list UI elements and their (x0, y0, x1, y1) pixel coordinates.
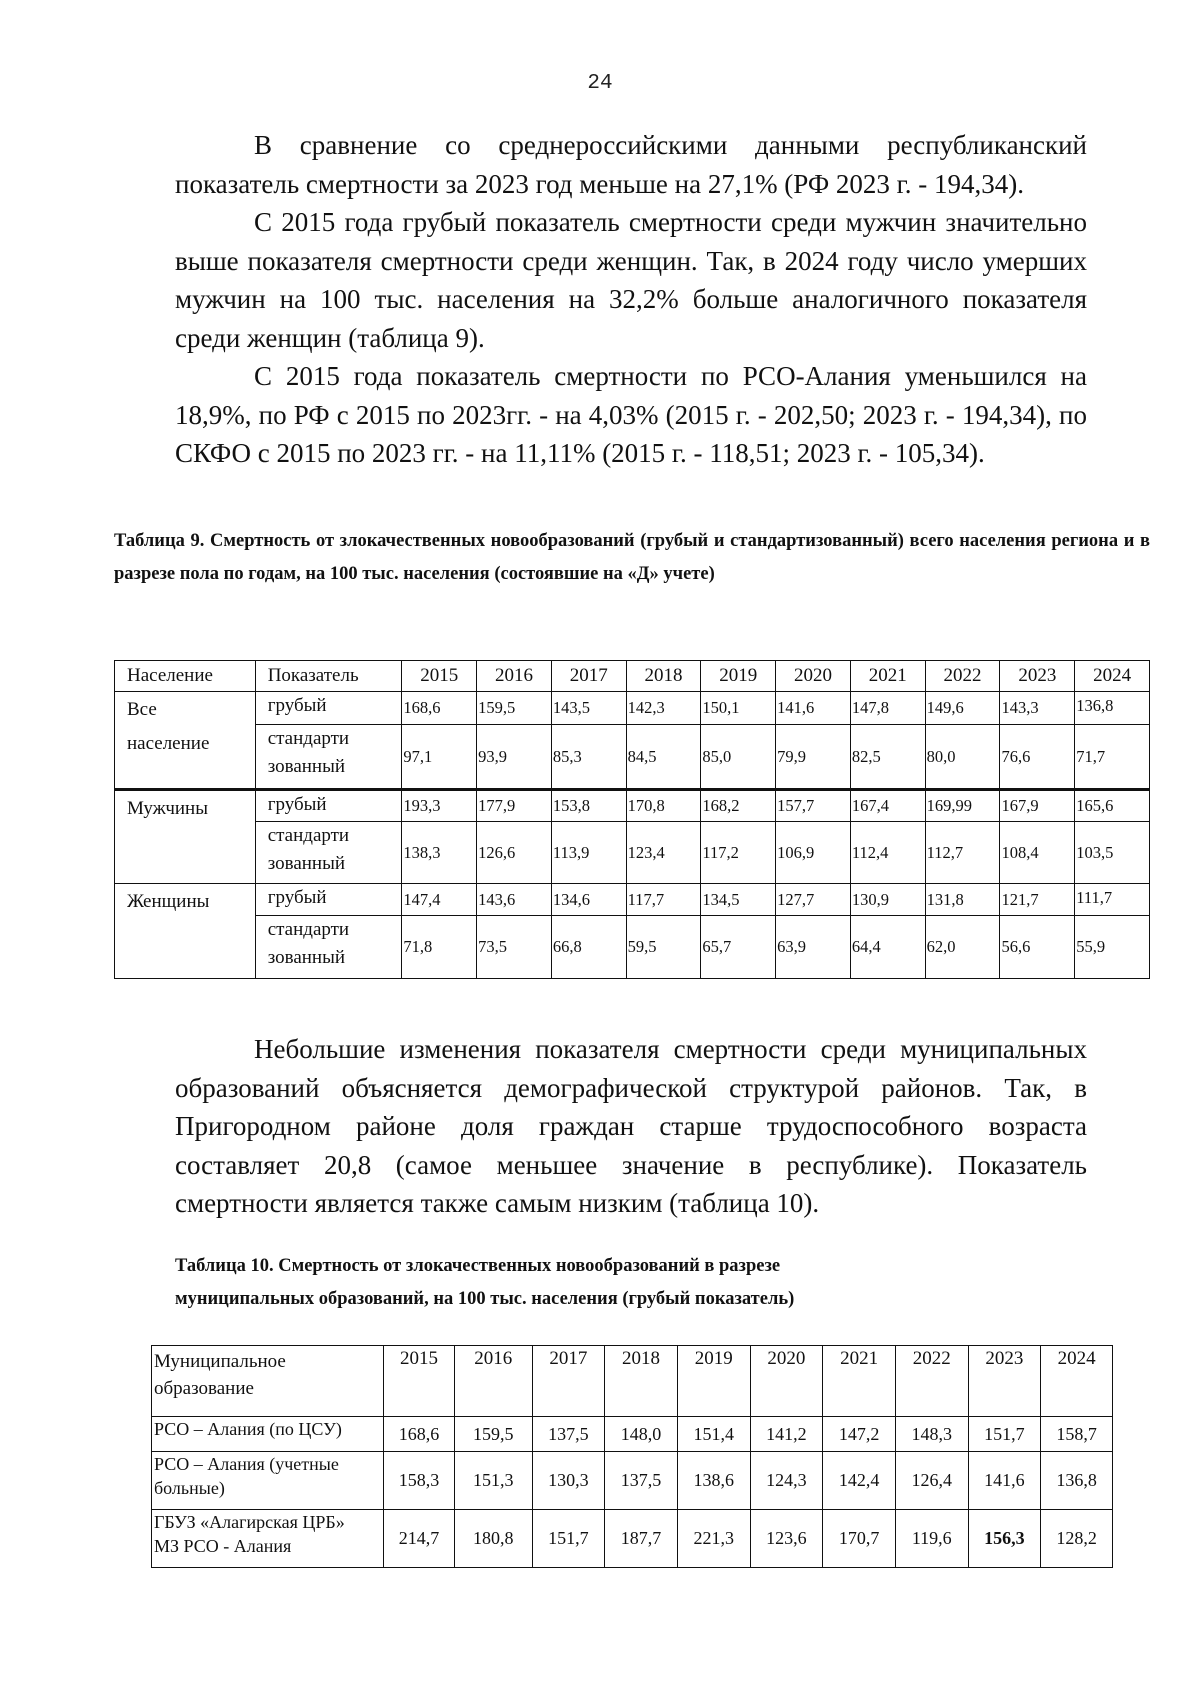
table9-value-cell: 177,9 (477, 790, 552, 822)
table10-value-cell: 151,7 (968, 1417, 1041, 1452)
table9-value-cell: 143,6 (477, 884, 552, 916)
table-row (115, 916, 1150, 979)
table10-value-cell: 128,2 (1041, 1510, 1113, 1568)
table9-value-cell: 76,6 (1000, 725, 1075, 790)
table10-header-year: 2021 (823, 1346, 896, 1417)
table10-value-cell: 180,8 (454, 1510, 532, 1568)
table9-value-cell: 112,7 (925, 822, 1000, 884)
table10-header-year: 2020 (750, 1346, 823, 1417)
table9-indicator-cell: стандарти зованный (255, 916, 402, 979)
table9-header-year: 2022 (925, 661, 1000, 692)
table9-value-cell: 108,4 (1000, 822, 1075, 884)
table10-value-cell: 159,5 (454, 1417, 532, 1452)
table9-value-cell: 112,4 (850, 822, 925, 884)
table-9 (114, 660, 1150, 979)
table10-value-cell: 126,4 (895, 1452, 968, 1510)
top-text (175, 126, 1087, 473)
table9-value-cell: 73,5 (477, 916, 552, 979)
table9-value-cell: 62,0 (925, 916, 1000, 979)
table9-indicator-cell: грубый (255, 692, 402, 725)
table9-header-year: 2021 (850, 661, 925, 692)
table10-value-cell: 214,7 (384, 1510, 455, 1568)
table9-value-cell: 85,0 (701, 725, 776, 790)
table10-value-cell: 136,8 (1041, 1452, 1113, 1510)
table9-value-cell: 106,9 (776, 822, 851, 884)
table9-value-cell: 117,7 (626, 884, 701, 916)
table9-value-cell: 153,8 (551, 790, 626, 822)
table10-value-cell: 124,3 (750, 1452, 823, 1510)
table-row (115, 884, 1150, 916)
table10-value-cell: 148,0 (605, 1417, 678, 1452)
table-10 (151, 1345, 1113, 1568)
paragraph-2: С 2015 года грубый показатель смертности среди мужчин значительно выше показателя смертности среди женщин. Так, в 2024 году число умерших мужчин на 100 тыс. населения на 32,2% больше аналогичного показателя среди женщин (таблица 9). (175, 207, 1087, 353)
table9-indicator-cell: грубый (255, 884, 402, 916)
table9-value-cell: 134,6 (551, 884, 626, 916)
table10-value-cell: 151,3 (454, 1452, 532, 1510)
table9-value-cell: 103,5 (1075, 822, 1150, 884)
table9-value-cell: 168,2 (701, 790, 776, 822)
table9-value-cell: 149,6 (925, 692, 1000, 725)
table9-value-cell: 159,5 (477, 692, 552, 725)
table10-value-cell: 156,3 (968, 1510, 1041, 1568)
table10-value-cell: 137,5 (605, 1452, 678, 1510)
table9-value-cell: 150,1 (701, 692, 776, 725)
table9-value-cell: 142,3 (626, 692, 701, 725)
table9-population-cell: Мужчины (115, 790, 256, 884)
table9-header-year: 2023 (1000, 661, 1075, 692)
table10-header-mo: Муниципальное образование (152, 1346, 384, 1417)
paragraph-1: В сравнение со среднероссийскими данными республиканский показатель смертности за 2023 год меньше на 27,1% (РФ 2023 г. - 194,34). (175, 130, 1087, 199)
table10-value-cell: 141,6 (968, 1452, 1041, 1510)
table9-value-cell: 130,9 (850, 884, 925, 916)
table10-value-cell: 119,6 (895, 1510, 968, 1568)
table9-value-cell: 66,8 (551, 916, 626, 979)
table10-header-year: 2017 (532, 1346, 605, 1417)
table10-header-year: 2022 (895, 1346, 968, 1417)
table9-indicator-cell: стандарти зованный (255, 725, 402, 790)
table9-value-cell: 63,9 (776, 916, 851, 979)
table10-value-cell: 151,4 (677, 1417, 750, 1452)
table9-value-cell: 167,4 (850, 790, 925, 822)
table10-header-year: 2018 (605, 1346, 678, 1417)
table9-value-cell: 121,7 (1000, 884, 1075, 916)
table9-value-cell: 165,6 (1075, 790, 1150, 822)
table9-header-year: 2019 (701, 661, 776, 692)
table9-value-cell: 65,7 (701, 916, 776, 979)
table10-caption: Таблица 10. Смертность от злокачественных новообразований в разрезе муниципальных образований, на 100 тыс. населения (грубый показатель) (175, 1256, 795, 1309)
table9-value-cell: 126,6 (477, 822, 552, 884)
table9-value-cell: 84,5 (626, 725, 701, 790)
table9-value-cell: 55,9 (1075, 916, 1150, 979)
table9-value-cell: 170,8 (626, 790, 701, 822)
table9-value-cell: 143,3 (1000, 692, 1075, 725)
table-row (152, 1452, 1113, 1510)
table9-value-cell: 71,8 (402, 916, 477, 979)
table9-value-cell: 141,6 (776, 692, 851, 725)
table9-value-cell: 71,7 (1075, 725, 1150, 790)
table9-value-cell: 131,8 (925, 884, 1000, 916)
table-row (115, 725, 1150, 790)
table9-value-cell: 138,3 (402, 822, 477, 884)
table9-value-cell: 82,5 (850, 725, 925, 790)
table10-value-cell: 137,5 (532, 1417, 605, 1452)
table9-header-year: 2017 (551, 661, 626, 692)
table-row (115, 822, 1150, 884)
table9-value-cell: 157,7 (776, 790, 851, 822)
table10-value-cell: 151,7 (532, 1510, 605, 1568)
table9-value-cell: 136,8 (1075, 692, 1150, 725)
table9-value-cell: 147,8 (850, 692, 925, 725)
table9-value-cell: 97,1 (402, 725, 477, 790)
table10-mo-cell: РСО – Алания (по ЦСУ) (152, 1417, 384, 1452)
table10-header-year: 2024 (1041, 1346, 1113, 1417)
table9-value-cell: 85,3 (551, 725, 626, 790)
table10-value-cell: 158,3 (384, 1452, 455, 1510)
table10-header-year: 2019 (677, 1346, 750, 1417)
middle-text (175, 1030, 1087, 1223)
table10-value-cell: 221,3 (677, 1510, 750, 1568)
table10-header-year: 2016 (454, 1346, 532, 1417)
table10-value-cell: 141,2 (750, 1417, 823, 1452)
table10-value-cell: 147,2 (823, 1417, 896, 1452)
table10-header-year: 2023 (968, 1346, 1041, 1417)
table9-value-cell: 117,2 (701, 822, 776, 884)
table9-value-cell: 80,0 (925, 725, 1000, 790)
table-row (152, 1417, 1113, 1452)
table10-value-cell: 168,6 (384, 1417, 455, 1452)
table10-mo-cell: РСО – Алания (учетные больные) (152, 1452, 384, 1510)
table9-value-cell: 123,4 (626, 822, 701, 884)
table9-value-cell: 134,5 (701, 884, 776, 916)
table9-header-population: Население (115, 661, 256, 692)
table9-value-cell: 127,7 (776, 884, 851, 916)
table9-value-cell: 56,6 (1000, 916, 1075, 979)
table10-header-year: 2015 (384, 1346, 455, 1417)
table10-value-cell: 130,3 (532, 1452, 605, 1510)
table9-value-cell: 193,3 (402, 790, 477, 822)
table9-value-cell: 167,9 (1000, 790, 1075, 822)
paragraph-3: С 2015 года показатель смертности по РСО-Алания уменьшился на 18,9%, по РФ с 2015 по 2023гг. - на 4,03% (2015 г. - 202,50; 2023 г. - 194,34), по СКФО с 2015 по 2023 гг. - на 11,11% (2015 г. - 118,51; 2023 г. - 105,34). (175, 361, 1087, 468)
table10-value-cell: 158,7 (1041, 1417, 1113, 1452)
table9-header-year: 2016 (477, 661, 552, 692)
table9-header-row (115, 661, 1150, 692)
table10-value-cell: 138,6 (677, 1452, 750, 1510)
table9-value-cell: 93,9 (477, 725, 552, 790)
table10-value-cell: 170,7 (823, 1510, 896, 1568)
table9-value-cell: 59,5 (626, 916, 701, 979)
table9-value-cell: 143,5 (551, 692, 626, 725)
table10-mo-cell: ГБУЗ «Алагирская ЦРБ» МЗ РСО - Алания (152, 1510, 384, 1568)
table9-population-cell: Женщины (115, 884, 256, 979)
table9-value-cell: 169,99 (925, 790, 1000, 822)
table9-value-cell: 79,9 (776, 725, 851, 790)
table9-header-year: 2018 (626, 661, 701, 692)
table9-header-year: 2015 (402, 661, 477, 692)
table9-value-cell: 147,4 (402, 884, 477, 916)
table9-value-cell: 64,4 (850, 916, 925, 979)
table9-population-cell: Все население (115, 692, 256, 790)
page-number: 24 (587, 72, 613, 95)
table10-header-row (152, 1346, 1113, 1417)
table9-value-cell: 111,7 (1075, 884, 1150, 916)
table9-header-year: 2024 (1075, 661, 1150, 692)
table9-value-cell: 113,9 (551, 822, 626, 884)
table9-header-year: 2020 (776, 661, 851, 692)
table9-caption: Таблица 9. Смертность от злокачественных новообразований (грубый и стандартизованный) всего населения региона и в разрезе пола по годам, на 100 тыс. населения (состоявшие на «Д» учете) (114, 531, 1150, 584)
table9-header-indicator: Показатель (255, 661, 402, 692)
table9-indicator-cell: грубый (255, 790, 402, 822)
table10-value-cell: 123,6 (750, 1510, 823, 1568)
table9-indicator-cell: стандарти зованный (255, 822, 402, 884)
table10-value-cell: 142,4 (823, 1452, 896, 1510)
paragraph-4: Небольшие изменения показателя смертности среди муниципальных образований объясняется демографической структурой районов. Так, в Пригородном районе доля граждан старше трудоспособного возраста составляет 20,8 (самое меньшее значение в республике). Показатель смертности является также самым низким (таблица 10). (175, 1034, 1087, 1218)
table-row (115, 692, 1150, 725)
table10-value-cell: 187,7 (605, 1510, 678, 1568)
table9-value-cell: 168,6 (402, 692, 477, 725)
table10-value-cell: 148,3 (895, 1417, 968, 1452)
table-row (152, 1510, 1113, 1568)
table-row (115, 790, 1150, 822)
